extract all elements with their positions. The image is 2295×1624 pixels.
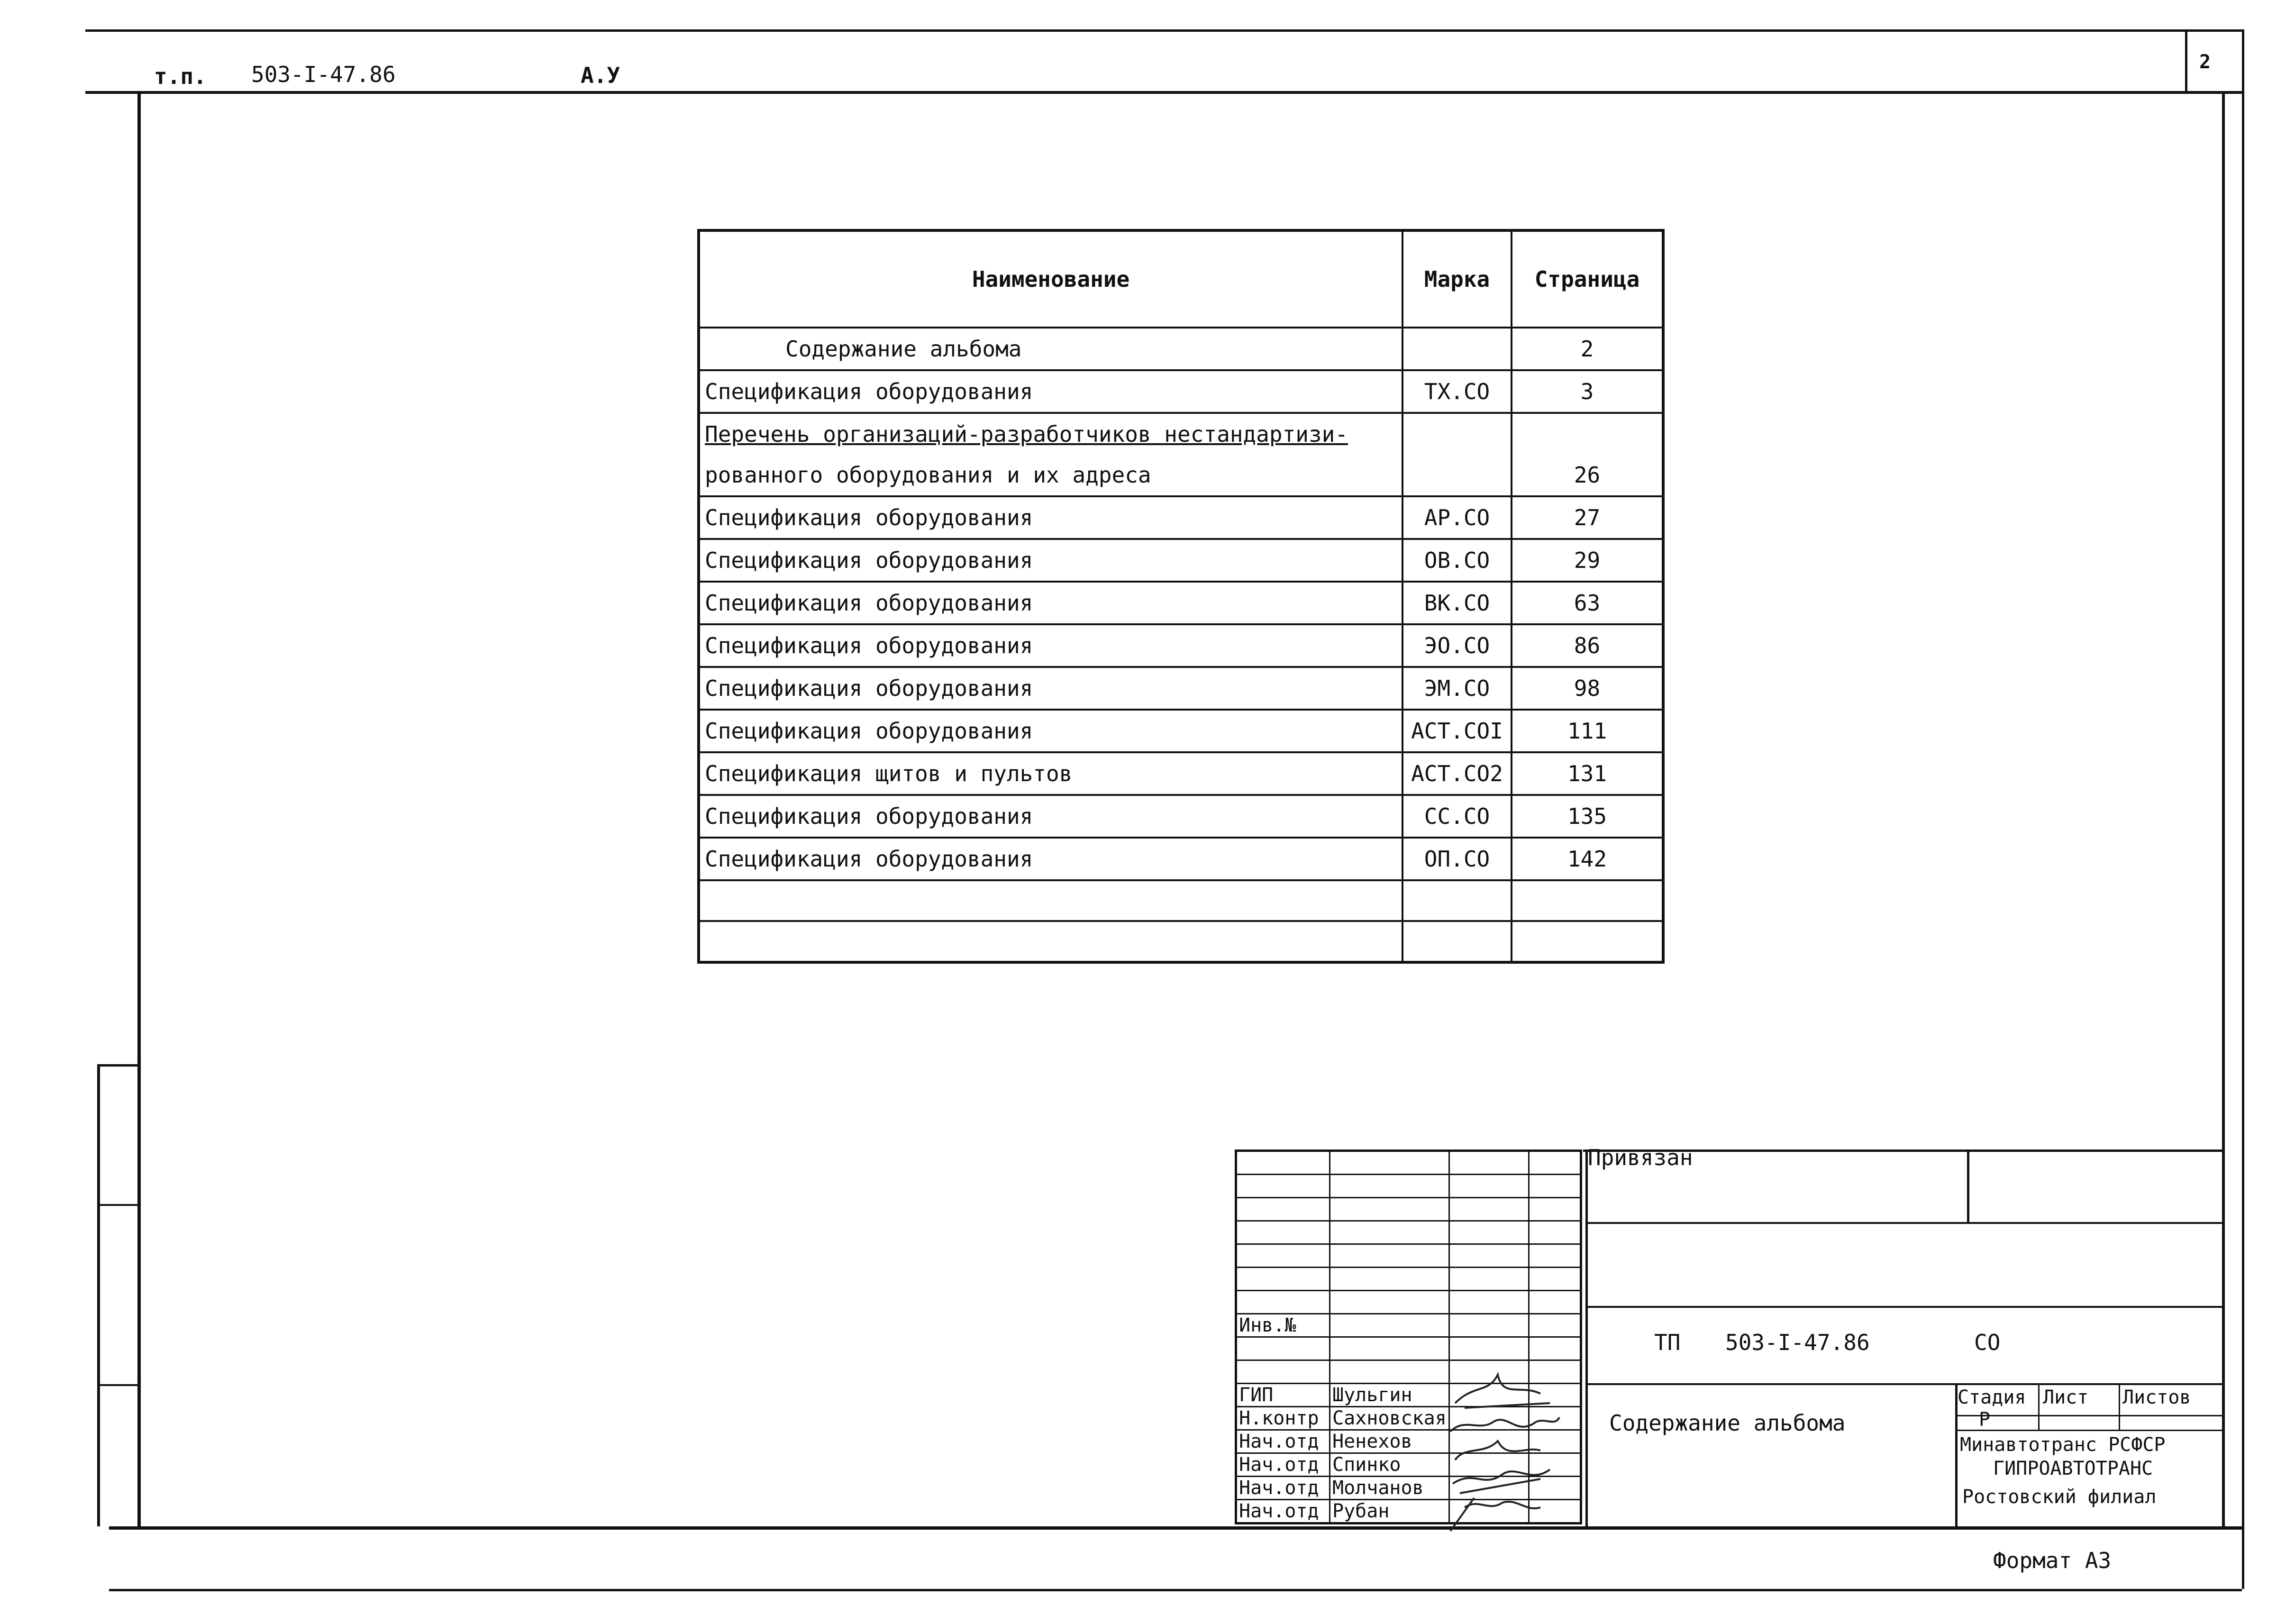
staff-name: Сахновская xyxy=(1330,1407,1449,1430)
tb-line-2 xyxy=(1585,1306,2223,1308)
row-page xyxy=(1512,880,1663,921)
row-page: 2 xyxy=(1512,328,1663,370)
staff-role: Нач.отд xyxy=(1236,1477,1330,1500)
row-mark: АР.СО xyxy=(1402,496,1512,539)
staff-role: Нач.отд xyxy=(1236,1430,1330,1453)
row-page: 86 xyxy=(1512,624,1663,667)
sheet-number: 2 xyxy=(2199,51,2211,73)
row-name: рованного оборудования и их адреса xyxy=(699,455,1402,496)
signature-1 xyxy=(1455,1375,1550,1408)
staff-role: Нач.отд xyxy=(1236,1500,1330,1524)
row-mark: ТХ.СО xyxy=(1402,370,1512,413)
row-name: Спецификация оборудования xyxy=(699,795,1402,838)
row-mark: АСТ.СОI xyxy=(1402,710,1512,752)
organization-line-3: Ростовский филиал xyxy=(1962,1486,2157,1508)
row-mark xyxy=(1402,921,1512,962)
row-name: Содержание альбома xyxy=(699,328,1402,370)
frame-header-line xyxy=(85,91,2242,94)
inventory-label: Инв.№ xyxy=(1236,1314,1330,1337)
staff-name: Ненехов xyxy=(1330,1430,1449,1453)
row-page: 27 xyxy=(1512,496,1663,539)
tb-stage-bottom xyxy=(1955,1430,2223,1431)
staff-name: Спинко xyxy=(1330,1453,1449,1477)
table-row xyxy=(699,328,1663,370)
tb-stage-line xyxy=(1955,1415,2223,1416)
table-row xyxy=(699,667,1663,710)
row-name: Спецификация оборудования xyxy=(699,838,1402,880)
contents-table xyxy=(697,229,1665,964)
table-row xyxy=(699,795,1663,838)
row-page: 29 xyxy=(1512,539,1663,582)
table-row xyxy=(699,582,1663,624)
signature-4 xyxy=(1453,1469,1550,1493)
table-row xyxy=(699,496,1663,539)
header-album: А.У xyxy=(581,63,620,88)
signature-5 xyxy=(1450,1498,1540,1531)
staff-role: Нач.отд xyxy=(1236,1453,1330,1477)
row-name: Перечень организаций-разработчиков нестандартизи- xyxy=(699,413,1402,455)
staff-name: Шульгин xyxy=(1330,1384,1449,1407)
row-name: Спецификация щитов и пультов xyxy=(699,752,1402,795)
tb-right-vertical xyxy=(1585,1150,1588,1527)
staff-role: ГИП xyxy=(1236,1384,1330,1407)
row-page xyxy=(1512,921,1663,962)
table-row xyxy=(699,752,1663,795)
staff-name: Рубан xyxy=(1330,1500,1449,1524)
table-row xyxy=(699,413,1663,455)
row-mark: ВК.СО xyxy=(1402,582,1512,624)
table-row xyxy=(699,370,1663,413)
table-row xyxy=(699,921,1663,962)
header-project-code: 503-I-47.86 xyxy=(251,62,396,87)
sheets-label: Листов xyxy=(2122,1387,2191,1408)
binding-strip-div-2 xyxy=(97,1384,140,1386)
table-row xyxy=(699,624,1663,667)
row-page: 135 xyxy=(1512,795,1663,838)
row-name xyxy=(699,880,1402,921)
row-mark: ЭО.СО xyxy=(1402,624,1512,667)
frame-left-line xyxy=(137,91,141,1527)
row-name: Спецификация оборудования xyxy=(699,539,1402,582)
tb-stage-col-2 xyxy=(2119,1383,2120,1431)
row-page: 142 xyxy=(1512,838,1663,880)
row-name: Спецификация оборудования xyxy=(699,710,1402,752)
row-mark: АСТ.СО2 xyxy=(1402,752,1512,795)
frame-bottom-line xyxy=(109,1526,2242,1530)
organization-line-1: Минавтотранс РСФСР xyxy=(1960,1434,2166,1456)
binding-strip-div-1 xyxy=(97,1204,140,1206)
table-row xyxy=(699,455,1663,496)
row-mark xyxy=(1402,880,1512,921)
format-label: Формат А3 xyxy=(1993,1548,2112,1573)
organization-line-2: ГИПРОАВТОТРАНС xyxy=(1993,1458,2153,1479)
signatures xyxy=(1446,1356,1569,1536)
frame-top-line xyxy=(85,29,2242,32)
designation-prefix: ТП xyxy=(1654,1330,1681,1355)
table-row xyxy=(699,539,1663,582)
tb-line-3 xyxy=(1585,1383,2223,1385)
staff-role: Н.контр xyxy=(1236,1407,1330,1430)
row-page: 63 xyxy=(1512,582,1663,624)
row-name: Спецификация оборудования xyxy=(699,667,1402,710)
binding-strip-outer xyxy=(97,1064,100,1526)
frame-outer-right-line xyxy=(2242,29,2244,1589)
row-name: Спецификация оборудования xyxy=(699,370,1402,413)
row-page xyxy=(1512,413,1663,455)
stage-label: Стадия xyxy=(1958,1387,2026,1408)
table-row xyxy=(699,710,1663,752)
row-mark: СС.СО xyxy=(1402,795,1512,838)
designation-code: 503-I-47.86 xyxy=(1725,1330,1870,1355)
row-page: 98 xyxy=(1512,667,1663,710)
frame-right-line xyxy=(2222,91,2225,1527)
column-header-page: Страница xyxy=(1512,230,1663,328)
tb-stage-col-1 xyxy=(2038,1383,2040,1431)
row-mark xyxy=(1402,413,1512,455)
bound-label: Привязан xyxy=(1588,1145,1693,1170)
row-mark xyxy=(1402,328,1512,370)
row-mark: ОВ.СО xyxy=(1402,539,1512,582)
row-mark: ОП.СО xyxy=(1402,838,1512,880)
row-name xyxy=(699,921,1402,962)
row-page: 111 xyxy=(1512,710,1663,752)
staff-name: Молчанов xyxy=(1330,1477,1449,1500)
column-header-name: Наименование xyxy=(699,230,1402,328)
sheet-number-box-line xyxy=(2185,29,2187,91)
row-name: Спецификация оборудования xyxy=(699,624,1402,667)
sheet-label: Лист xyxy=(2043,1387,2089,1408)
inventory-row xyxy=(1236,1314,1581,1337)
tb-bound-divider xyxy=(1967,1150,1969,1223)
table-row xyxy=(699,838,1663,880)
row-name: Спецификация оборудования xyxy=(699,496,1402,539)
tb-line-1 xyxy=(1585,1222,2223,1224)
binding-strip-top xyxy=(97,1064,140,1067)
row-page: 26 xyxy=(1512,455,1663,496)
row-mark xyxy=(1402,455,1512,496)
sheet-bottom-line xyxy=(109,1589,2242,1591)
column-header-mark: Марка xyxy=(1402,230,1512,328)
signature-3 xyxy=(1455,1441,1540,1460)
row-page: 3 xyxy=(1512,370,1663,413)
row-mark: ЭМ.СО xyxy=(1402,667,1512,710)
row-page: 131 xyxy=(1512,752,1663,795)
signature-2 xyxy=(1450,1417,1559,1432)
row-name: Спецификация оборудования xyxy=(699,582,1402,624)
document-title: Содержание альбома xyxy=(1609,1410,1846,1436)
table-row xyxy=(699,880,1663,921)
contents-header-row xyxy=(699,230,1663,328)
stage-value: Р xyxy=(1979,1409,1991,1431)
header-prefix: т.п. xyxy=(154,64,207,89)
designation-suffix: СО xyxy=(1974,1330,2001,1355)
